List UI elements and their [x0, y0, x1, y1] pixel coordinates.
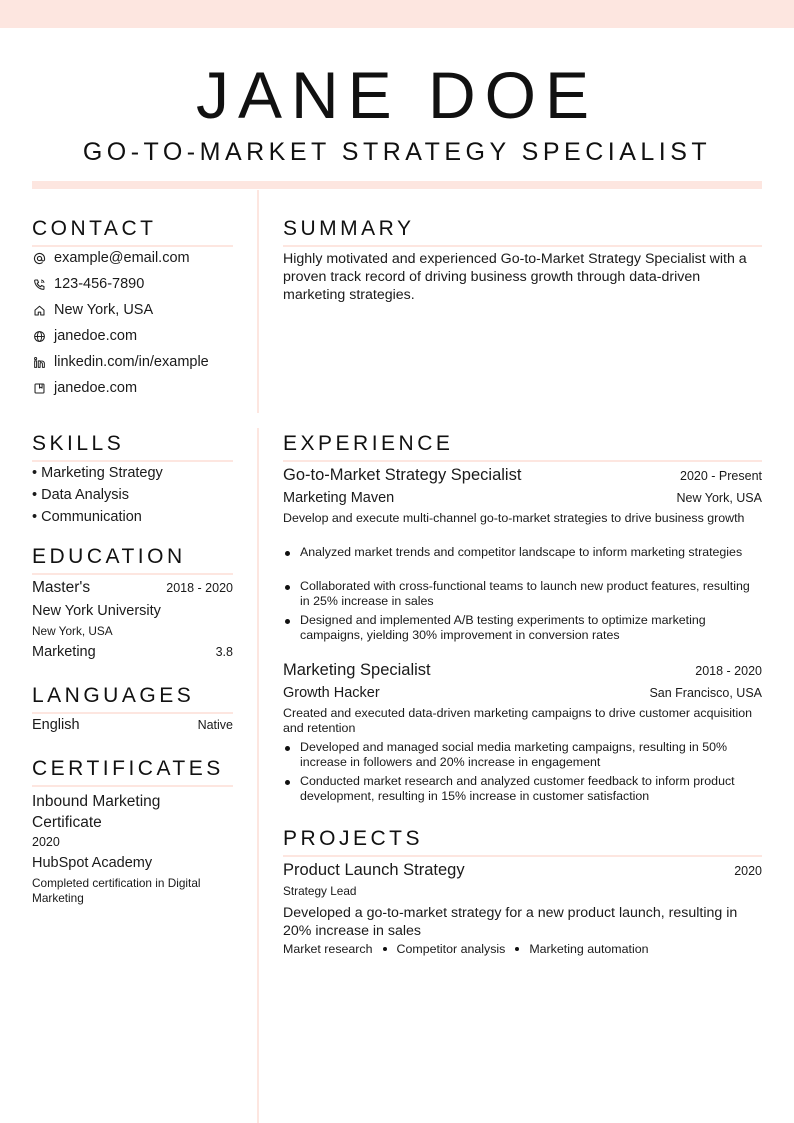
phone-icon	[32, 277, 46, 291]
column-divider-bottom	[257, 428, 259, 1123]
project-title-row	[283, 861, 762, 880]
project-role: Strategy Lead	[283, 884, 357, 898]
contact-linkedin-text: linkedin.com/in/example	[54, 354, 209, 370]
candidate-headline: GO-TO-MARKET STRATEGY SPECIALIST	[82, 138, 712, 166]
section-title-summary: SUMMARY	[283, 218, 762, 247]
contact-email-text: example@email.com	[54, 250, 190, 266]
experience-description: Develop and execute multi-channel go-to-market strategies to drive business growth	[283, 511, 745, 525]
contact-phone[interactable]	[32, 274, 144, 294]
project-tag: Competitor analysis	[396, 942, 506, 956]
education-field-row	[32, 644, 233, 660]
certificate-year: 2020	[32, 835, 60, 849]
skill-item: • Data Analysis	[32, 487, 129, 503]
project-tag: Marketing automation	[529, 942, 649, 956]
contact-portfolio[interactable]	[32, 378, 137, 398]
contact-website-text: janedoe.com	[54, 328, 138, 344]
education-field: Marketing	[32, 644, 96, 660]
project-description: Developed a go-to-market strategy for a new product launch, resulting in 20% increase in sales	[283, 905, 738, 939]
skill-item: • Marketing Strategy	[32, 465, 163, 481]
experience-company-row	[283, 685, 762, 701]
section-title-experience: EXPERIENCE	[283, 433, 762, 462]
education-location: New York, USA	[32, 624, 113, 638]
experience-bullet: Analyzed market trends and competitor landscape to inform marketing strategies	[283, 545, 762, 560]
linkedin-icon	[32, 355, 46, 369]
section-title-contact: CONTACT	[32, 218, 233, 247]
experience-company: Marketing Maven	[283, 490, 395, 506]
certificate-title: Inbound Marketing Certificate	[32, 793, 161, 831]
experience-bullet: Collaborated with cross-functional teams to launch new product features, resulting in 25% increase in sales	[283, 579, 762, 609]
tag-separator	[383, 947, 387, 951]
globe-icon	[32, 329, 46, 343]
contact-website[interactable]	[32, 326, 137, 346]
section-title-projects: PROJECTS	[283, 828, 762, 857]
candidate-name: JANE DOE	[195, 58, 599, 132]
experience-title-row	[283, 661, 762, 680]
skill-item: • Communication	[32, 509, 142, 525]
experience-title: Marketing Specialist	[283, 661, 431, 679]
experience-company: Growth Hacker	[283, 685, 380, 701]
education-degree: Master's	[32, 579, 91, 596]
experience-company-row	[283, 490, 762, 506]
portfolio-icon	[32, 381, 46, 395]
certificate-issuer: HubSpot Academy	[32, 855, 153, 871]
experience-bullet: Designed and implemented A/B testing experiments to optimize marketing campaigns, yielding 30% improvement in conversion rates	[283, 613, 762, 643]
education-school: New York University	[32, 603, 161, 619]
summary-text: Highly motivated and experienced Go-to-Market Strategy Specialist with a proven track record of driving business growth through data-driven marketing strategies.	[283, 251, 747, 303]
section-title-certificates: CERTIFICATES	[32, 758, 233, 787]
project-tags	[283, 942, 649, 956]
education-degree-row	[32, 579, 233, 597]
column-divider-top	[257, 190, 259, 413]
certificate-description: Completed certification in Digital Marketing	[32, 876, 201, 905]
language-level: Native	[197, 718, 233, 732]
experience-dates: 2018 - 2020	[695, 664, 762, 678]
education-gpa: 3.8	[215, 645, 233, 659]
section-title-languages: LANGUAGES	[32, 685, 233, 714]
language-name: English	[32, 717, 80, 733]
education-dates: 2018 - 2020	[166, 581, 233, 595]
section-title-skills: SKILLS	[32, 433, 233, 462]
home-icon	[32, 303, 46, 317]
contact-location	[32, 300, 153, 320]
top-accent-band	[0, 0, 794, 28]
experience-dates: 2020 - Present	[680, 469, 762, 483]
experience-title: Go-to-Market Strategy Specialist	[283, 466, 522, 484]
project-year: 2020	[734, 864, 762, 878]
experience-description: Created and executed data-driven marketing campaigns to drive customer acquisition and retention	[283, 706, 753, 735]
experience-location: New York, USA	[676, 491, 762, 505]
contact-portfolio-text: janedoe.com	[54, 380, 138, 396]
experience-bullet: Conducted market research and analyzed customer feedback to inform product development, resulting in 15% increase in customer satisfaction	[283, 774, 762, 804]
contact-location-text: New York, USA	[54, 302, 154, 318]
contact-linkedin[interactable]	[32, 352, 209, 372]
project-tag: Market research	[283, 942, 373, 956]
experience-title-row	[283, 466, 762, 485]
contact-phone-text: 123-456-7890	[54, 276, 145, 292]
experience-bullet: Developed and managed social media marketing campaigns, resulting in 50% increase in followers and 20% increase in engagement	[283, 740, 762, 770]
language-row	[32, 717, 233, 733]
project-title: Product Launch Strategy	[283, 861, 465, 879]
header-divider	[32, 181, 762, 189]
tag-separator	[515, 947, 519, 951]
section-title-education: EDUCATION	[32, 546, 233, 575]
at-icon	[32, 251, 46, 265]
contact-email[interactable]	[32, 248, 190, 268]
experience-location: San Francisco, USA	[649, 686, 762, 700]
